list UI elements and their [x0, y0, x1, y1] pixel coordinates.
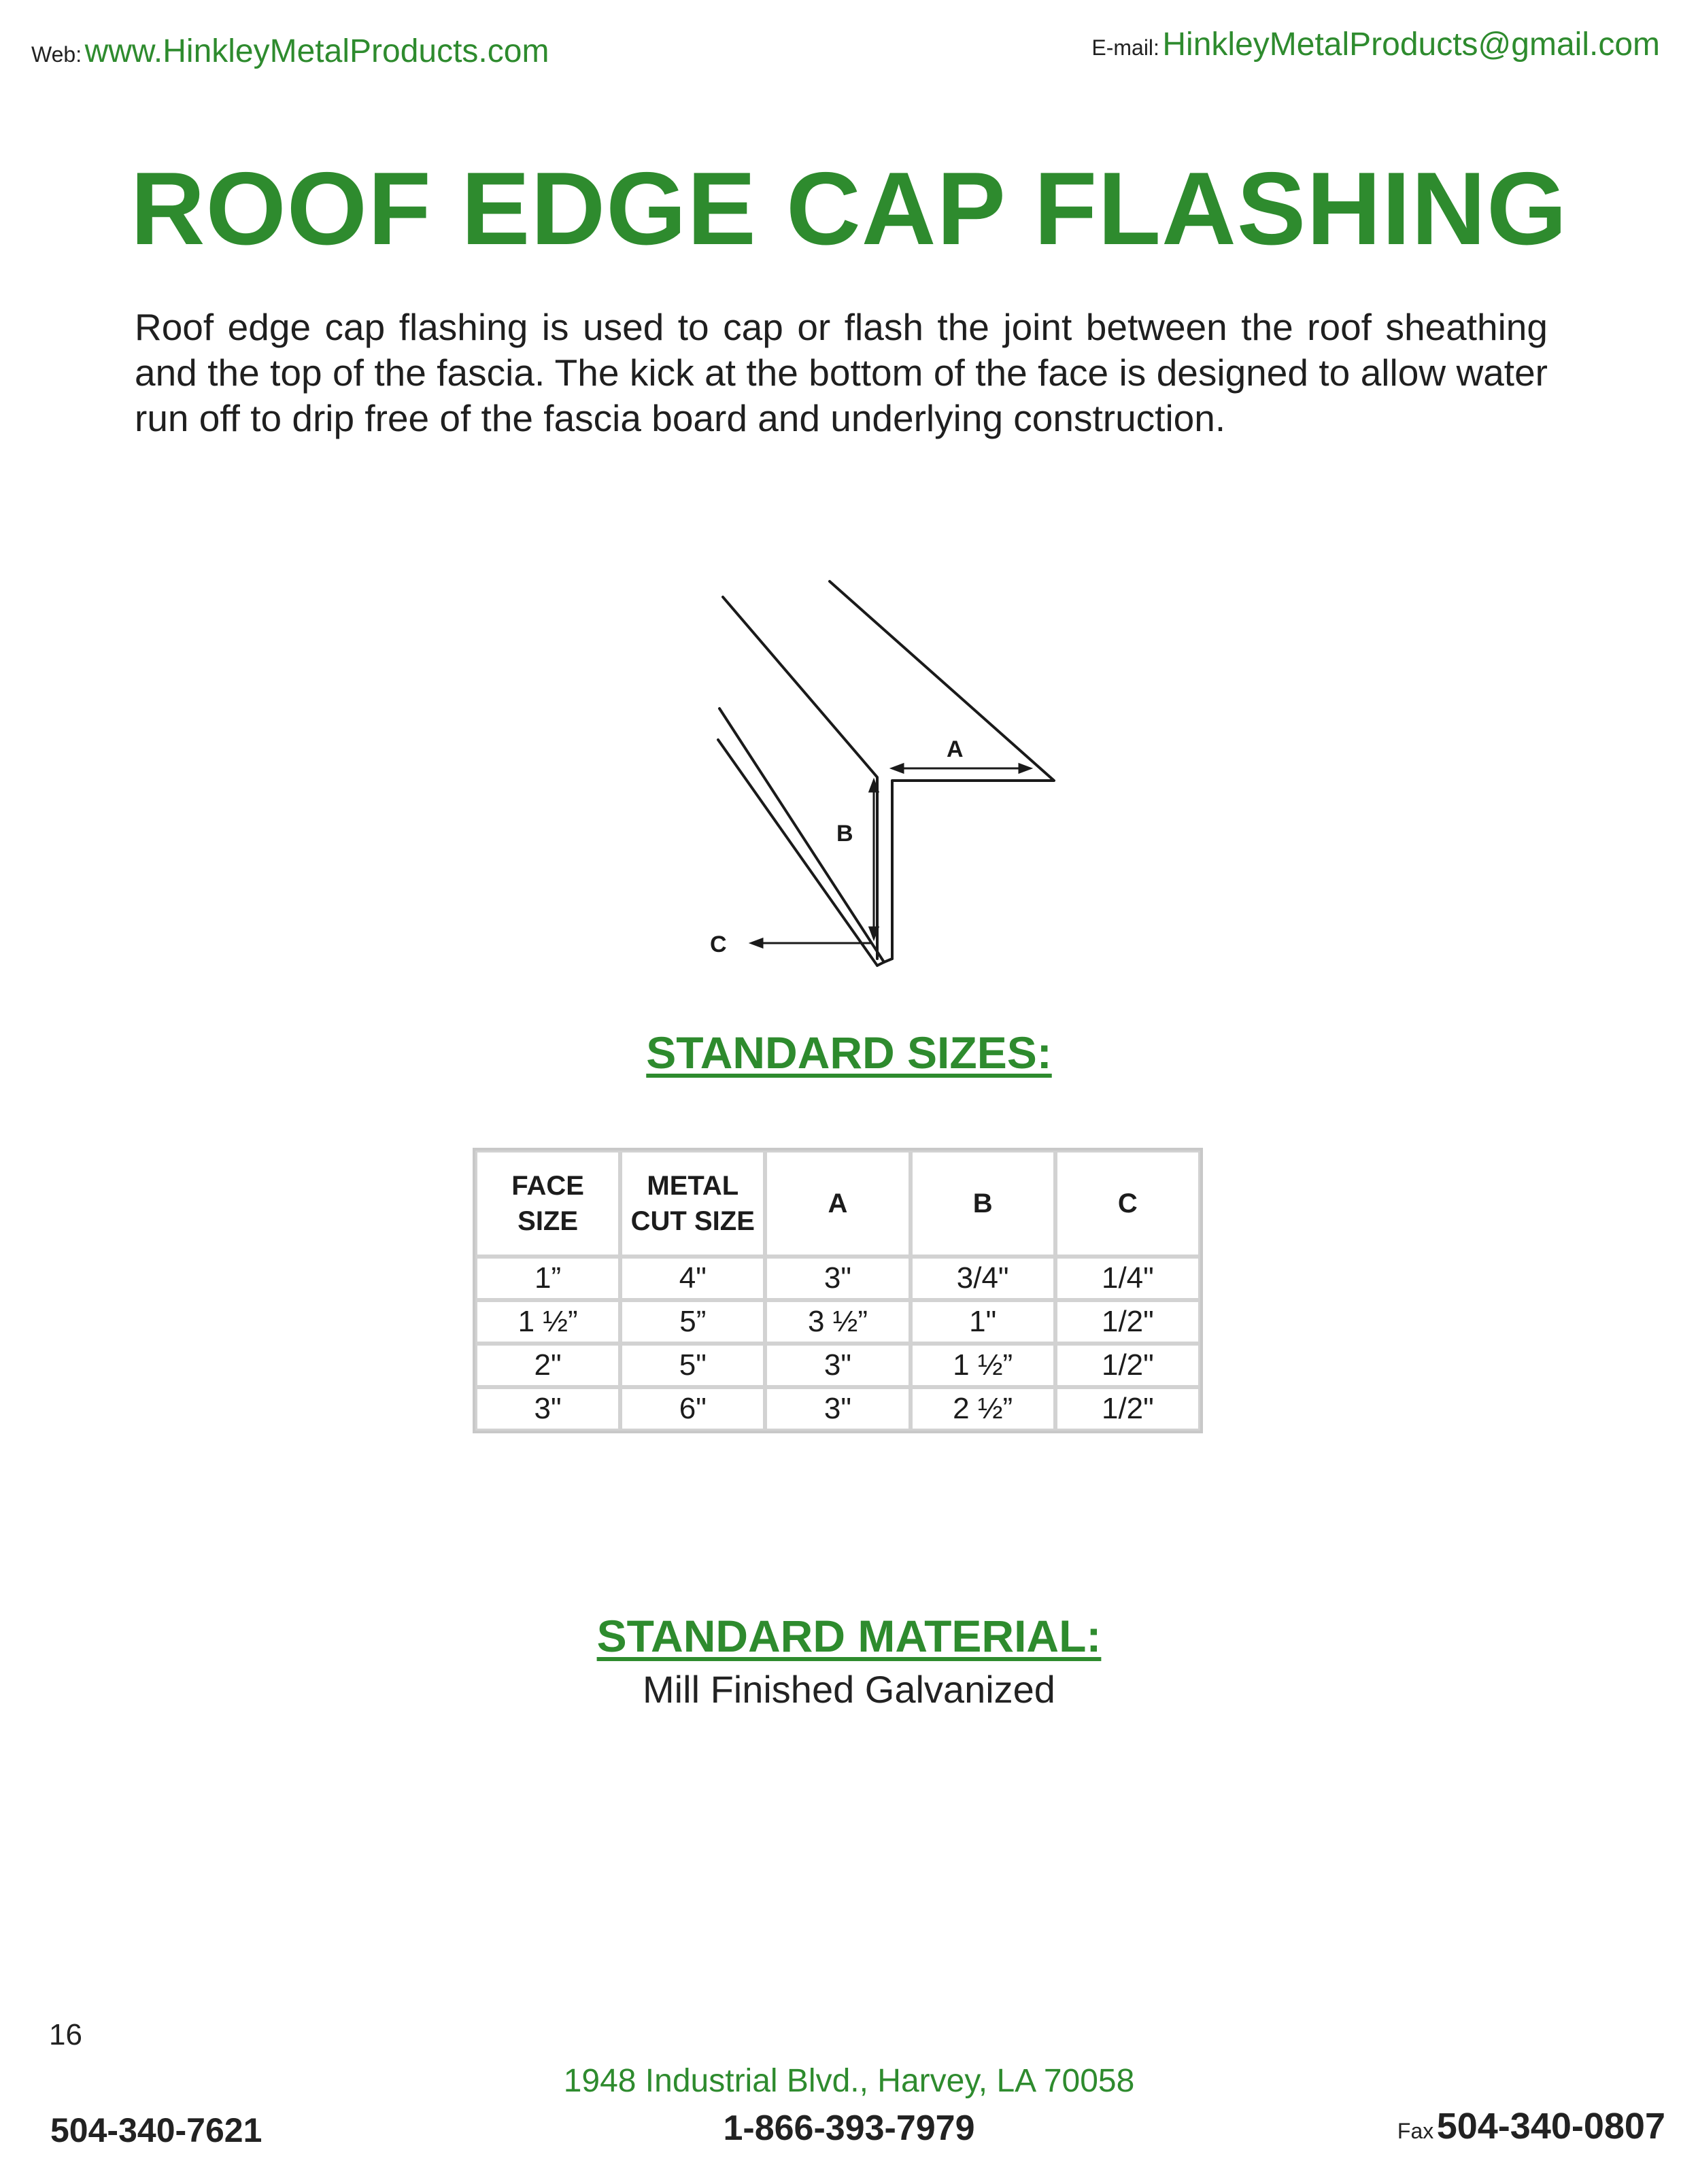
table-cell: 1/2": [1055, 1344, 1200, 1387]
dimension-c: [751, 939, 872, 947]
fax-block: [1397, 2105, 1665, 2147]
table-cell: 3/4": [911, 1257, 1055, 1300]
table-cell: 3": [475, 1387, 620, 1431]
toll-free-phone: 1-866-393-7979: [723, 2109, 975, 2148]
table-cell: 5”: [620, 1300, 765, 1344]
label-b: B: [836, 821, 853, 847]
company-address: 1948 Industrial Blvd., Harvey, LA 70058: [563, 2063, 1135, 2099]
fax-label: Fax: [1397, 2119, 1434, 2143]
table-cell: 5": [620, 1344, 765, 1387]
page-number: 16: [49, 2018, 82, 2051]
fax-number: 504-340-0807: [1436, 2106, 1665, 2147]
table-row: [475, 1387, 1200, 1431]
table-row: [475, 1300, 1200, 1344]
local-phone: 504-340-7621: [50, 2111, 262, 2149]
header-a: A: [765, 1150, 910, 1257]
table-cell: 3": [765, 1257, 910, 1300]
sizes-heading: STANDARD SIZES:: [646, 1027, 1052, 1078]
web-link[interactable]: www.HinkleyMetalProducts.com: [84, 33, 549, 69]
table-cell: 3": [765, 1344, 910, 1387]
sizes-table: [473, 1148, 1203, 1433]
product-description: Roof edge cap flashing is used to cap or flash the joint between the roof sheathing and the top of the fascia. The kick at the bottom of the face is designed to allow water run off to drip free of the fascia board and underlying construction.: [135, 306, 1548, 439]
header-b: B: [911, 1150, 1055, 1257]
label-a: A: [947, 736, 964, 762]
table-cell: 1 ½”: [475, 1300, 620, 1344]
table-cell: 4": [620, 1257, 765, 1300]
table-cell: 2": [475, 1344, 620, 1387]
table-cell: 3 ½”: [765, 1300, 910, 1344]
kick-line-outer: [719, 709, 884, 962]
table-cell: 1 ½”: [911, 1344, 1055, 1387]
header-c: C: [1055, 1150, 1200, 1257]
table-cell: 1/2": [1055, 1387, 1200, 1431]
table-row: [475, 1257, 1200, 1300]
email-label: E-mail:: [1091, 35, 1159, 60]
header-face-size: FACE SIZE: [475, 1150, 620, 1257]
table-row: [475, 1344, 1200, 1387]
header-metal-cut-size: METAL CUT SIZE: [620, 1150, 765, 1257]
flashing-profile-diagram: [680, 564, 1088, 986]
material-heading: STANDARD MATERIAL:: [596, 1611, 1102, 1661]
kick-line-inner: [718, 740, 877, 966]
table-cell: 1”: [475, 1257, 620, 1300]
table-header-row: [475, 1150, 1200, 1257]
email-link[interactable]: HinkleyMetalProducts@gmail.com: [1162, 27, 1660, 63]
table-cell: 1/2": [1055, 1300, 1200, 1344]
label-c: C: [710, 932, 727, 957]
table-cell: 1": [911, 1300, 1055, 1344]
web-label: Web:: [31, 42, 82, 67]
table-cell: 1/4": [1055, 1257, 1200, 1300]
table-cell: 2 ½”: [911, 1387, 1055, 1431]
material-value: Mill Finished Galvanized: [643, 1668, 1055, 1711]
dimension-a: [892, 764, 1030, 772]
page-title: ROOF EDGE CAP FLASHING: [130, 151, 1568, 267]
web-header: [31, 33, 549, 70]
table-cell: 6": [620, 1387, 765, 1431]
email-header: [1091, 26, 1660, 63]
table-cell: 3": [765, 1387, 910, 1431]
